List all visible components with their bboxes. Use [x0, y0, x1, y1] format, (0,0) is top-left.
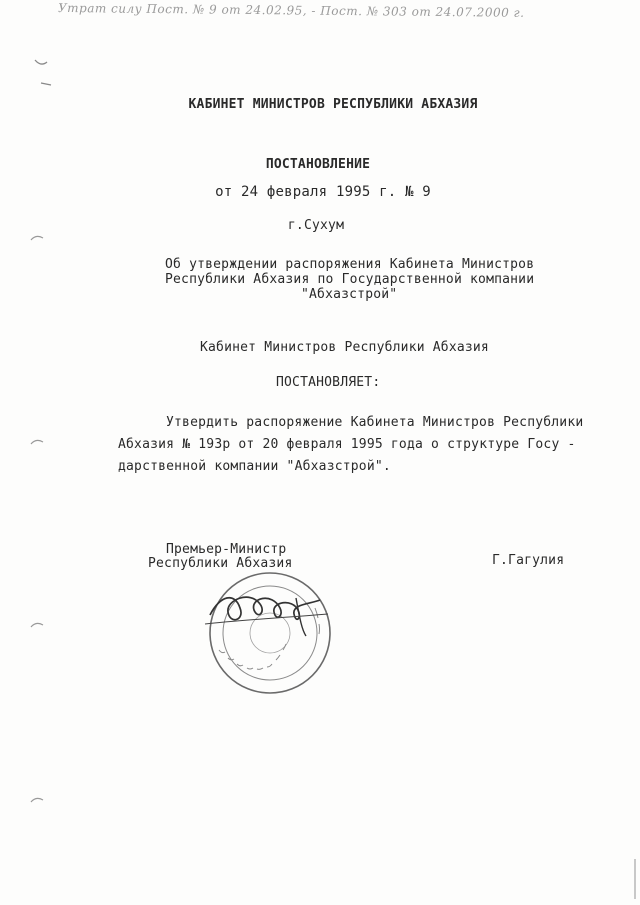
organization-heading: КАБИНЕТ МИНИСТРОВ РЕСПУБЛИКИ АБХАЗИЯ	[188, 97, 478, 112]
body-text-line-1: Утвердить распоряжение Кабинета Министров Республики	[166, 415, 584, 430]
document-type: ПОСТАНОВЛЕНИЕ	[265, 157, 371, 172]
body-text-line-3: дарственной компании "Абхазстрой".	[118, 459, 391, 474]
body-text-line-2: Абхазия № 193р от 20 февраля 1995 года о структуре Госу -	[118, 437, 576, 452]
subject-line-3: "Абхазстрой"	[301, 287, 398, 302]
punch-mark	[40, 78, 54, 88]
signature-mark	[200, 580, 340, 640]
resolves-line: ПОСТАНОВЛЯЕТ:	[276, 375, 381, 390]
subject-line-2: Республики Абхазия по Государственной компании	[165, 272, 535, 287]
subject-line-1: Об утверждении распоряжения Кабинета Министров	[165, 257, 535, 272]
punch-mark	[30, 620, 44, 630]
handwritten-annotation: Утрат силу Пост. № 9 от 24.02.95, - Пост. № 303 от 24.07.2000 г.	[57, 0, 525, 20]
page-edge-mark	[628, 859, 636, 899]
document-city: г.Сухум	[287, 218, 345, 233]
document-date-number: от 24 февраля 1995 г. № 9	[215, 184, 431, 200]
issuer-line: Кабинет Министров Республики Абхазия	[200, 340, 489, 355]
signatory-name: Г.Гагулия	[492, 553, 565, 568]
punch-mark	[34, 58, 48, 68]
signatory-title-line-2: Республики Абхазия	[148, 556, 293, 571]
punch-mark	[30, 437, 44, 447]
punch-mark	[30, 795, 44, 805]
punch-mark	[30, 233, 44, 243]
signatory-title-line-1: Премьер-Министр	[166, 542, 287, 557]
